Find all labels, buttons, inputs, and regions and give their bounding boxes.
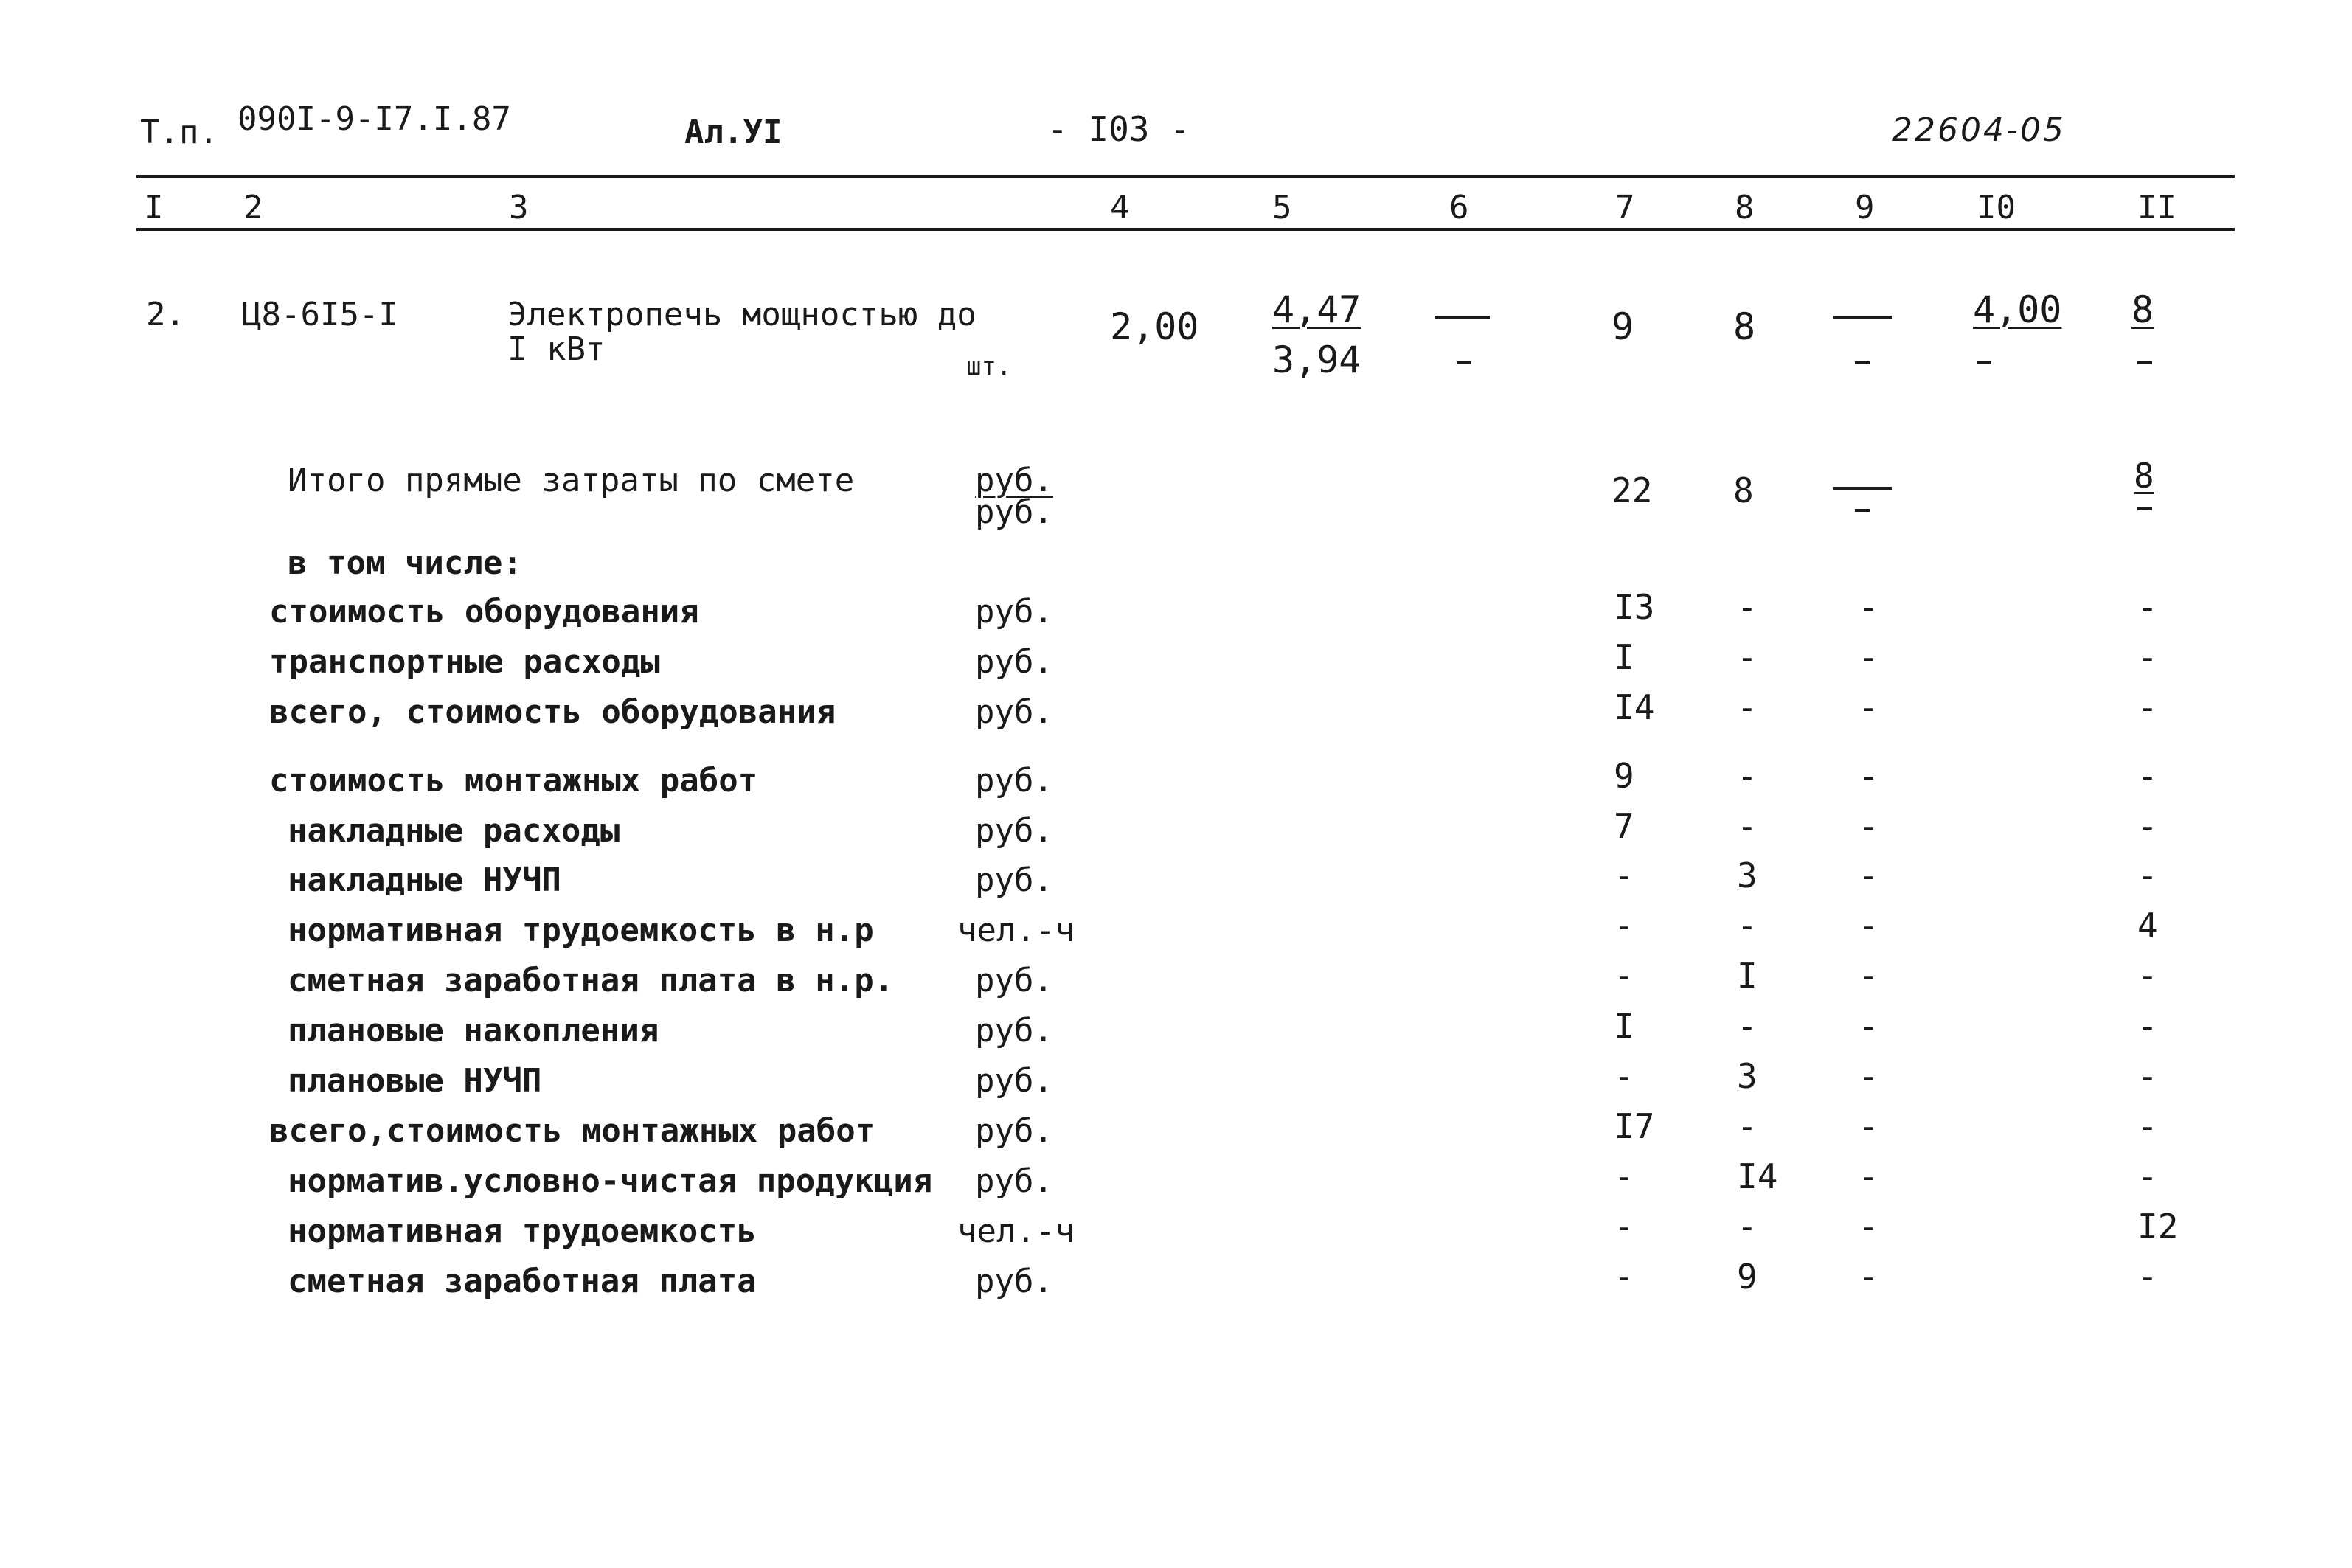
totals-col9-dash [1833, 487, 1892, 490]
row-label: нормативная трудоемкость [288, 1213, 757, 1250]
row-col8: - [1737, 637, 1758, 677]
totals-col11-dash [2137, 507, 2152, 510]
totals-unit-bottom: руб. [975, 493, 1053, 531]
row-col11: - [2137, 756, 2158, 796]
item-col9-dash2 [1855, 361, 1870, 364]
row-col11: - [2137, 687, 2158, 727]
row-col8: - [1737, 1006, 1758, 1046]
row-col8: - [1737, 806, 1758, 846]
column-number: 8 [1735, 189, 1755, 226]
row-unit: руб. [975, 643, 1053, 681]
item-qty: 2,00 [1110, 305, 1199, 348]
row-col9: - [1859, 1207, 1879, 1246]
column-number: 3 [509, 189, 529, 226]
row-col9: - [1859, 756, 1879, 796]
column-number: 2 [243, 189, 263, 226]
column-number: 4 [1110, 189, 1130, 226]
row-col7: 7 [1614, 806, 1634, 846]
row-col8: - [1737, 756, 1758, 796]
item-col11-top: 8 [2131, 288, 2154, 331]
row-col7: - [1614, 856, 1634, 895]
row-label: плановые накопления [288, 1012, 659, 1050]
row-col9: - [1859, 1156, 1879, 1196]
row-unit: руб. [975, 1162, 1053, 1200]
row-col8: - [1737, 906, 1758, 946]
item-number: 2. [146, 296, 185, 333]
row-label: накладные расходы [288, 812, 620, 850]
row-col8: - [1737, 1106, 1758, 1146]
row-col7: - [1614, 1056, 1634, 1096]
column-number: I0 [1977, 189, 2016, 226]
row-label: норматив.условно-чистая продукция [288, 1162, 933, 1200]
totals-col7: 22 [1612, 471, 1653, 510]
row-col7: - [1614, 1257, 1634, 1297]
header-rule-bottom [136, 228, 2235, 231]
row-col11: 4 [2137, 906, 2158, 946]
row-col8: 9 [1737, 1257, 1758, 1297]
row-col9: - [1859, 587, 1879, 627]
album-label: Ал.УI [684, 114, 783, 151]
row-col7: I4 [1614, 687, 1655, 727]
row-col11: - [2137, 956, 2158, 996]
row-col9: - [1859, 806, 1879, 846]
row-col9: - [1859, 1006, 1879, 1046]
row-col9: - [1859, 637, 1879, 677]
totals-col8: 8 [1733, 471, 1754, 510]
row-unit: руб. [975, 1062, 1053, 1100]
row-label: сметная заработная плата [288, 1263, 757, 1300]
row-col11: I2 [2137, 1207, 2179, 1246]
row-col11: - [2137, 856, 2158, 895]
totals-col11-top: 8 [2134, 456, 2154, 496]
column-number: 5 [1272, 189, 1292, 226]
row-unit: руб. [975, 1263, 1053, 1300]
in-that-number-label: в том числе: [288, 544, 522, 582]
column-number: 7 [1615, 189, 1635, 226]
row-unit: руб. [975, 1112, 1053, 1150]
inventory-number: 22604-05 [1892, 111, 2066, 149]
item-name-line2: I кВт [507, 330, 606, 368]
row-col9: - [1859, 956, 1879, 996]
row-col7: I [1614, 1006, 1634, 1046]
row-col9: - [1859, 1056, 1879, 1096]
item-col7: 9 [1612, 305, 1634, 348]
row-col11: - [2137, 1106, 2158, 1146]
item-name-line1: Электропечь мощностью до [507, 296, 976, 333]
item-col5-bottom: 3,94 [1272, 339, 1361, 381]
row-col9: - [1859, 856, 1879, 895]
row-col7: - [1614, 1207, 1634, 1246]
row-col8: 3 [1737, 856, 1758, 895]
row-col11: - [2137, 806, 2158, 846]
item-col11-dash [2137, 361, 2152, 364]
row-label: сметная заработная плата в н.р. [288, 962, 894, 999]
item-col8: 8 [1733, 305, 1756, 348]
doc-id: 090I-9-I7.I.87 [237, 100, 511, 138]
row-col8: - [1737, 1207, 1758, 1246]
row-unit: чел.-ч [957, 912, 1075, 949]
row-unit: руб. [975, 593, 1053, 631]
item-code: Ц8-6I5-I [242, 296, 398, 333]
row-label: транспортные расходы [269, 643, 660, 681]
row-col7: - [1614, 1156, 1634, 1196]
row-col9: - [1859, 906, 1879, 946]
row-col11: - [2137, 1006, 2158, 1046]
row-label: нормативная трудоемкость в н.р [288, 912, 874, 949]
row-unit: руб. [975, 1012, 1053, 1050]
row-col11: - [2137, 587, 2158, 627]
item-col6-dash [1435, 316, 1490, 319]
row-col7: I3 [1614, 587, 1655, 627]
item-col10-dash [1977, 361, 1991, 364]
totals-col9-dash2 [1855, 509, 1870, 512]
row-col9: - [1859, 687, 1879, 727]
row-unit: руб. [975, 812, 1053, 850]
row-col7: I7 [1614, 1106, 1655, 1146]
row-unit: чел.-ч [957, 1213, 1075, 1250]
totals-unit-top: руб. [975, 462, 1053, 499]
row-col11: - [2137, 637, 2158, 677]
item-col6-dash2 [1457, 361, 1471, 364]
row-col8: - [1737, 587, 1758, 627]
row-unit: руб. [975, 762, 1053, 799]
row-label: всего,стоимость монтажных работ [269, 1112, 875, 1150]
row-unit: руб. [975, 962, 1053, 999]
item-unit: шт. [966, 352, 1012, 381]
row-label: всего, стоимость оборудования [269, 693, 836, 731]
item-col10-top: 4,00 [1973, 288, 2062, 331]
row-col11: - [2137, 1156, 2158, 1196]
row-label: стоимость оборудования [269, 593, 699, 631]
row-unit: руб. [975, 693, 1053, 731]
column-number: 6 [1449, 189, 1469, 226]
header-rule-top [136, 175, 2235, 178]
row-label: накладные НУЧП [288, 861, 561, 899]
totals-label: Итого прямые затраты по смете [288, 462, 855, 499]
page-number: - I03 - [1047, 109, 1190, 149]
item-col9-dash [1833, 316, 1892, 319]
row-col9: - [1859, 1257, 1879, 1297]
row-col8: I4 [1737, 1156, 1778, 1196]
item-col5-top: 4,47 [1272, 288, 1361, 331]
row-col8: 3 [1737, 1056, 1758, 1096]
row-col8: I [1737, 956, 1758, 996]
row-col11: - [2137, 1056, 2158, 1096]
column-number: II [2137, 189, 2176, 226]
row-col9: - [1859, 1106, 1879, 1146]
row-unit: руб. [975, 861, 1053, 899]
row-col7: - [1614, 956, 1634, 996]
row-col8: - [1737, 687, 1758, 727]
row-col7: I [1614, 637, 1634, 677]
row-label: стоимость монтажных работ [269, 762, 758, 799]
column-number: 9 [1855, 189, 1875, 226]
row-col11: - [2137, 1257, 2158, 1297]
doc-id-prefix: Т.п. [140, 114, 218, 151]
row-col7: 9 [1614, 756, 1634, 796]
column-number: I [144, 189, 164, 226]
row-col7: - [1614, 906, 1634, 946]
row-label: плановые НУЧП [288, 1062, 542, 1100]
